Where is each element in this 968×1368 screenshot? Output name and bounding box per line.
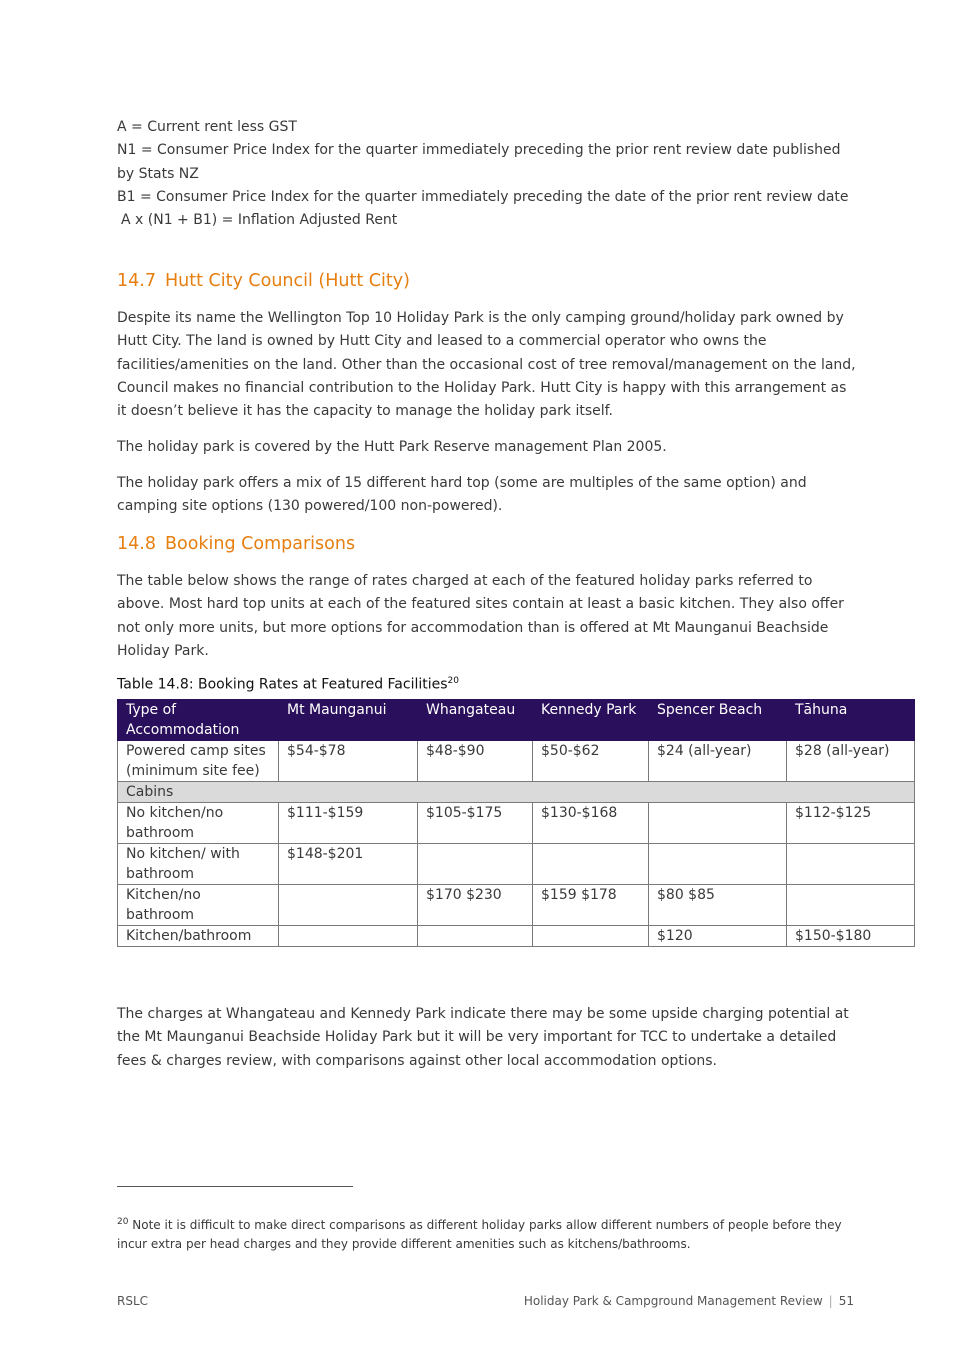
column-header: Tāhuna	[787, 700, 915, 741]
column-header: Mt Maunganui	[279, 700, 418, 741]
section-title: Booking Comparisons	[165, 534, 356, 554]
footer-separator: |	[828, 1294, 833, 1308]
column-header: Type of Accommodation	[118, 700, 279, 741]
table-cell: $120	[649, 926, 787, 947]
table-cell: $111-$159	[279, 803, 418, 844]
paragraph: The holiday park is covered by the Hutt Park Reserve management Plan 2005.	[117, 439, 667, 455]
table-cell: $50-$62	[533, 741, 649, 782]
table-cell: $148-$201	[279, 844, 418, 885]
table-row	[118, 926, 915, 947]
table-cell	[418, 844, 533, 885]
table-section-row	[118, 782, 915, 803]
column-header: Kennedy Park	[533, 700, 649, 741]
section-label-cell: Cabins	[118, 782, 915, 803]
table-cell	[787, 885, 915, 926]
table-cell: $150-$180	[787, 926, 915, 947]
table-cell: $24 (all-year)	[649, 741, 787, 782]
footnote-divider	[117, 1186, 353, 1187]
section-number: 14.7	[117, 271, 156, 291]
column-header: Whangateau	[418, 700, 533, 741]
table-row	[118, 844, 915, 885]
table-header-row	[118, 700, 915, 741]
table-cell: $28 (all-year)	[787, 741, 915, 782]
paragraph: The holiday park offers a mix of 15 different hard top (some are multiples of the same option) and camping site options (130 powered/100 non-powered).	[117, 475, 807, 515]
rent-formula-block	[117, 116, 857, 232]
table-row	[118, 803, 915, 844]
paragraph: The charges at Whangateau and Kennedy Park indicate there may be some upside charging potential at the Mt Maunganui Beachside Holiday Park but it will be very important for TCC to undertake a detailed fees & charges review, with comparisons against other local accommodation options.	[117, 1006, 849, 1069]
footnote-reference: 20	[447, 676, 459, 686]
footnote-number: 20	[117, 1217, 129, 1227]
table-cell: $170 $230	[418, 885, 533, 926]
table-cell	[649, 844, 787, 885]
footer-title: Holiday Park & Campground Management Review	[523, 1294, 823, 1308]
footer-org: RSLC	[117, 1294, 149, 1308]
formula-line-a: A = Current rent less GST	[117, 119, 297, 135]
page-number: 51	[838, 1294, 854, 1308]
table-cell	[418, 926, 533, 947]
formula-line-result: A x (N1 + B1) = Inflation Adjusted Rent	[121, 212, 398, 229]
table-cell	[649, 803, 787, 844]
formula-line-b1: B1 = Consumer Price Index for the quarter immediately preceding the date of the prior rent review date	[117, 188, 849, 205]
table-cell: $130-$168	[533, 803, 649, 844]
table-cell: Powered camp sites (minimum site fee)	[118, 741, 279, 782]
table-cell: Kitchen/no bathroom	[118, 885, 279, 926]
table-cell	[279, 885, 418, 926]
table-row	[118, 741, 915, 782]
booking-rates-table	[117, 699, 915, 947]
table-cell: $105-$175	[418, 803, 533, 844]
formula-line-n1: N1 = Consumer Price Index for the quarter immediately preceding the prior rent review date published by Stats NZ	[117, 142, 841, 182]
section-title: Hutt City Council (Hutt City)	[165, 271, 410, 291]
paragraph: Despite its name the Wellington Top 10 Holiday Park is the only camping ground/holiday park owned by Hutt City. The land is owned by Hutt City and leased to a commercial operator who owns the facilities/amenities on the land. Other than the occasional cost of tree removal/management on the land, Council makes no financial contribution to the Holiday Park. Hutt City is happy with this arrangement as it doesn’t believe it has the capacity to manage the holiday park itself.	[117, 310, 856, 420]
table-cell: $48-$90	[418, 741, 533, 782]
table-cell: No kitchen/no bathroom	[118, 803, 279, 844]
table-cell: Kitchen/bathroom	[118, 926, 279, 947]
table-cell	[533, 844, 649, 885]
footnote-text: Note it is difficult to make direct comparisons as different holiday parks allow different numbers of people before they incur extra per head charges and they provide different amenities such as kitchens/bathrooms.	[117, 1218, 842, 1251]
section-heading-14-7	[117, 271, 410, 291]
section-heading-14-8	[117, 534, 355, 554]
footnote	[117, 1213, 857, 1254]
table-cell: No kitchen/ with bathroom	[118, 844, 279, 885]
paragraph: The table below shows the range of rates charged at each of the featured holiday parks referred to above. Most hard top units at each of the featured sites contain at least a basic kitchen. They also offer not only more units, but more options for accommodation than is offered at Mt Maunganui Beachside Holiday Park.	[117, 573, 844, 659]
footer-title-page	[524, 1294, 854, 1308]
table-caption-text: Table 14.8: Booking Rates at Featured Facilities	[117, 676, 448, 693]
column-header: Spencer Beach	[649, 700, 787, 741]
table-cell: $112-$125	[787, 803, 915, 844]
table-cell: $159 $178	[533, 885, 649, 926]
table-cell	[279, 926, 418, 947]
section-number: 14.8	[117, 534, 156, 554]
table-cell: $80 $85	[649, 885, 787, 926]
table-cell: $54-$78	[279, 741, 418, 782]
table-caption	[117, 676, 459, 693]
table-row	[118, 885, 915, 926]
table-cell	[787, 844, 915, 885]
table-cell	[533, 926, 649, 947]
